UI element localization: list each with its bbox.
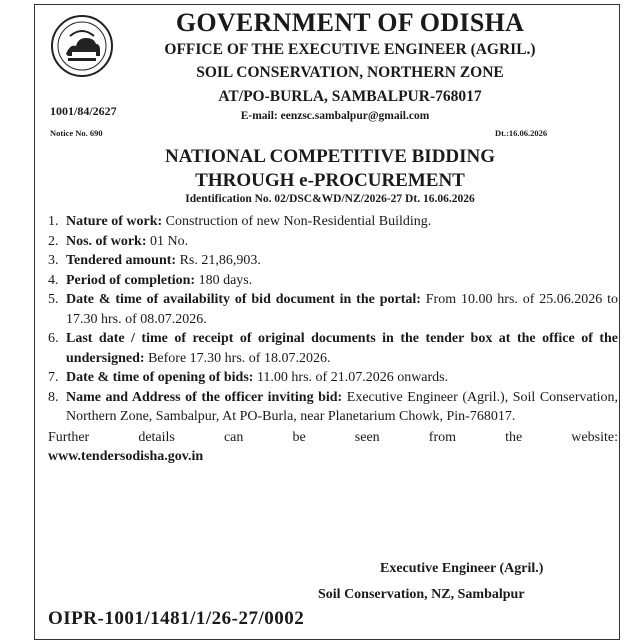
list-item: 1. Nature of work: Construction of new Non-Residential Building. xyxy=(48,214,432,229)
tender-details xyxy=(48,212,618,467)
further-details-line: Further details can be seen from the website: xyxy=(48,429,618,445)
office-address: AT/PO-BURLA, SAMBALPUR-768017 xyxy=(218,88,482,105)
list-item: 3. Tendered amount: Rs. 21,86,903. xyxy=(48,253,261,268)
notice-number: Notice No. 690 xyxy=(50,128,103,138)
signature-designation: Executive Engineer (Agril.) xyxy=(380,561,544,576)
notice-title-line2: THROUGH e-PROCUREMENT xyxy=(195,170,465,191)
odisha-emblem-icon xyxy=(50,14,114,78)
list-item: 7. Date & time of opening of bids: 11.00 hrs. of 21.07.2026 onwards. xyxy=(48,370,449,385)
list-item: 8. Name and Address of the officer inviting bid: Executive Engineer (Agril.), Soil Conservation, Northern Zone, Sambalpur, At PO-Burla, near Planetarium Chowk, Pin-768017. xyxy=(48,389,618,424)
list-item: 5. Date & time of availability of bid document in the portal: From 10.00 hrs. of 25.06.2026 to 17.30 hrs. of 08.07.2026. xyxy=(48,292,619,327)
list-item: 6. Last date / time of receipt of original documents in the tender box at the office of the undersigned: Before 17.30 hrs. of 18.07.2026. xyxy=(48,331,618,366)
list-item: 2. Nos. of work: 01 No. xyxy=(48,233,189,249)
government-title: GOVERNMENT OF ODISHA xyxy=(175,8,525,37)
identification-number: Identification No. 02/DSC&WD/NZ/2026-27 Dt. 16.06.2026 xyxy=(185,193,475,205)
division-name: SOIL CONSERVATION, NORTHERN ZONE xyxy=(196,64,504,81)
memo-number: 1001/84/2627 xyxy=(50,104,117,118)
notice-date: Dt.:16.06.2026 xyxy=(495,128,548,138)
notice-title-line1: NATIONAL COMPETITIVE BIDDING xyxy=(164,146,496,167)
office-email: E-mail: eenzsc.sambalpur@gmail.com xyxy=(240,110,430,122)
office-name: OFFICE OF THE EXECUTIVE ENGINEER (AGRIL.) xyxy=(164,41,536,58)
signature-office: Soil Conservation, NZ, Sambalpur xyxy=(318,587,525,602)
website-link[interactable]: www.tendersodisha.gov.in xyxy=(48,449,204,464)
oipr-reference: OIPR-1001/1481/1/26-27/0002 xyxy=(48,608,305,629)
list-item: 4. Period of completion: 180 days. xyxy=(48,272,253,288)
